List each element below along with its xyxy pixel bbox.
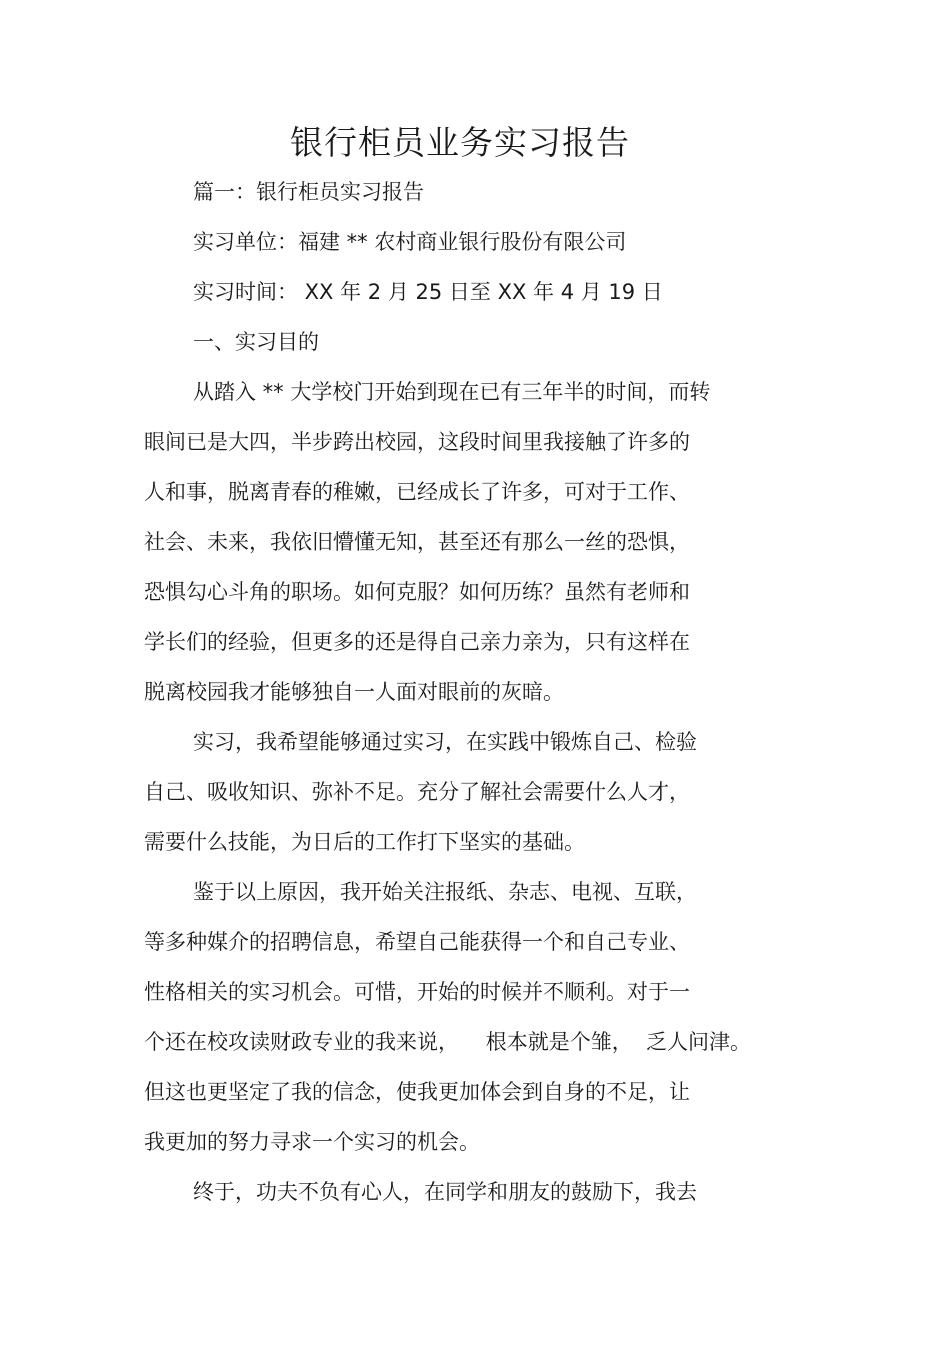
text-line: 人和事，脱离青春的稚嫩，已经成长了许多，可对于工作、	[144, 480, 690, 504]
text-line: 自己、吸收知识、弥补不足。充分了解社会需要什么人才，	[144, 780, 690, 804]
text-line: 从踏入 ** 大学校门开始到现在已有三年半的时间，而转	[193, 380, 711, 404]
text-line: 等多种媒介的招聘信息，希望自己能获得一个和自己专业、	[144, 930, 690, 954]
section-heading: 一、实习目的	[193, 330, 319, 354]
text-line: 篇一：银行柜员实习报告	[193, 180, 424, 204]
text-line: 个还在校攻读财政专业的我来说， 根本就是个雏， 乏人问津。	[144, 1030, 752, 1054]
text-line: 脱离校园我才能够独自一人面对眼前的灰暗。	[144, 680, 564, 704]
text-line: 我更加的努力寻求一个实习的机会。	[144, 1130, 480, 1154]
text-line: 需要什么技能，为日后的工作打下坚实的基础。	[144, 830, 585, 854]
text-line: 实习，我希望能够通过实习，在实践中锻炼自己、检验	[193, 730, 697, 754]
text-line: 实习单位：福建 ** 农村商业银行股份有限公司	[193, 230, 627, 254]
text-line: 鉴于以上原因，我开始关注报纸、杂志、电视、互联，	[193, 880, 697, 904]
text-line: 实习时间： XX 年 2 月 25 日至 XX 年 4 月 19 日	[193, 280, 663, 304]
text-line: 学长们的经验，但更多的还是得自己亲力亲为，只有这样在	[144, 630, 690, 654]
text-line: 眼间已是大四，半步跨出校园，这段时间里我接触了许多的	[144, 430, 690, 454]
text-line: 性格相关的实习机会。可惜，开始的时候并不顺利。对于一	[144, 980, 690, 1004]
text-line: 社会、未来，我依旧懵懂无知，甚至还有那么一丝的恐惧，	[144, 530, 690, 554]
document-title: 银行柜员业务实习报告	[290, 123, 630, 162]
text-line: 终于，功夫不负有心人，在同学和朋友的鼓励下，我去	[193, 1180, 697, 1204]
text-line: 恐惧勾心斗角的职场。如何克服？如何历练？虽然有老师和	[144, 580, 690, 604]
text-line: 但这也更坚定了我的信念，使我更加体会到自身的不足，让	[144, 1080, 690, 1104]
